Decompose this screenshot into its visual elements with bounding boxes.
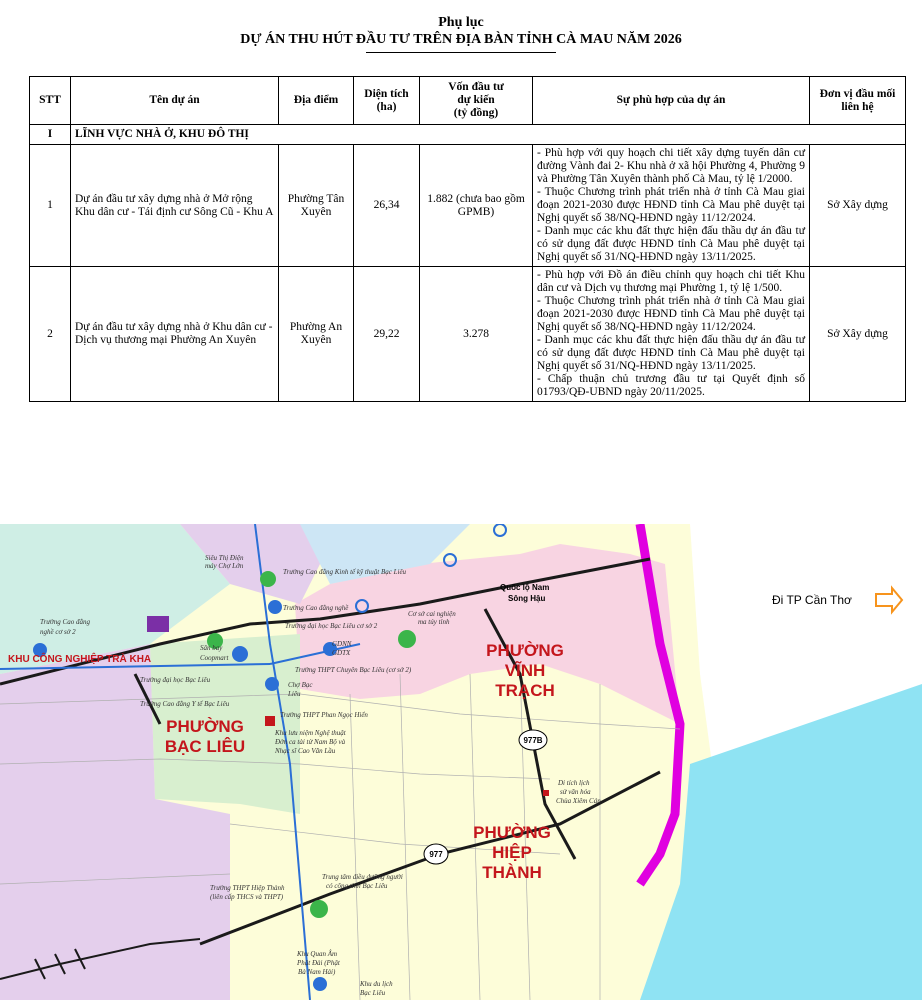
poi-label: Siêu Thị Điện [205, 554, 244, 562]
poi-label: Trường Cao đẳng Kinh tế kỹ thuật Bạc Liêu [283, 568, 407, 576]
row-fit [533, 267, 810, 402]
header-stt: STT [30, 77, 71, 125]
poi-label: GDNN [332, 640, 352, 648]
poi-label: Khu du lịch [360, 980, 393, 988]
school-icon [265, 677, 279, 691]
ward-label: PHƯỜNG [166, 717, 244, 736]
row-name: Dự án đầu tư xây dựng nhà ở Khu dân cư - Dịch vụ thương mại Phường An Xuyên [71, 267, 279, 402]
relic-icon [543, 790, 549, 796]
header-area-line2: (ha) [376, 100, 397, 113]
industrial-zone-label: KHU CÔNG NGHIỆP TRÀ KHA [8, 654, 152, 665]
poi-label: Trường đại học Bạc Liêu cơ sở 2 [285, 622, 378, 630]
ward-label: VĨNH [504, 661, 546, 680]
header-location: Địa điểm [279, 77, 354, 125]
poi-label: sử văn hóa [560, 788, 591, 796]
header-capital-line2: dự kiến [457, 94, 495, 106]
header-area [354, 77, 420, 125]
row-unit: Sở Xây dựng [810, 267, 906, 402]
poi-label: nghề cơ sở 2 [40, 628, 76, 636]
header-area-line1: Diện tích [364, 87, 409, 100]
row-location: Phường Tân Xuyên [279, 145, 354, 267]
poi-label: máy Chợ Lớn [205, 562, 244, 570]
title-underline [366, 52, 556, 53]
poi-label: Bà Nam Hải) [298, 968, 336, 976]
care-center-icon [310, 900, 328, 918]
poi-label: Cơ sở cai nghiện [408, 610, 456, 618]
fit-item: - Chấp thuận chủ trương đầu tư tại Quyết định số 01793/QĐ-UBND ngày 20/11/2025. [537, 373, 805, 398]
poi-label: (liên cấp THCS và THPT) [210, 893, 284, 901]
row-location: Phường An Xuyên [279, 267, 354, 402]
school-icon [260, 571, 276, 587]
planning-map [0, 524, 922, 1000]
row-fit [533, 145, 810, 267]
row-stt: 1 [30, 145, 71, 267]
ward-label: PHƯỜNG [473, 823, 551, 842]
direction-label: Đi TP Cần Thơ [772, 593, 852, 607]
header-capital-line3: (tỷ đồng) [453, 107, 499, 119]
ward-label: PHƯỜNG [486, 641, 564, 660]
header-unit-line2: liên hệ [841, 100, 874, 113]
road-label: Quốc lộ Nam [500, 583, 550, 592]
poi-label: Coopmart [200, 654, 229, 662]
fit-item: - Danh mục các khu đất thực hiện đấu thầu dự án đầu tư có sử dụng đất được HĐND tỉnh Cà Mau phê duyệt tại Nghị quyết số 31/NQ-HĐND ngày 13/11/2025. [537, 334, 805, 372]
pagoda-icon [313, 977, 327, 991]
poi-label: Trường THPT Phan Ngọc Hiển [280, 711, 368, 719]
poi-label: có công tỉnh Bạc Liêu [326, 882, 388, 890]
row-stt: 2 [30, 267, 71, 402]
poi-label: Trường Cao đẳng Y tế Bạc Liêu [140, 700, 230, 708]
ward-label: TRẠCH [495, 681, 555, 700]
fit-item: - Danh mục các khu đất thực hiện đấu thầu dự án đầu tư có sử dụng đất được HĐND tỉnh Cà Mau phê duyệt tại Nghị quyết số 31/NQ-HĐND ngày 13/11/2025. [537, 225, 805, 263]
poi-label: Trường THPT Hiệp Thành [210, 884, 285, 892]
road-label: Sông Hậu [508, 594, 546, 603]
header-unit [810, 77, 906, 125]
school-icon [232, 646, 248, 662]
row-unit: Sở Xây dựng [810, 145, 906, 267]
poi-label: Trường THPT Chuyên Bạc Liêu (cơ sở 2) [295, 666, 412, 674]
table-row [30, 267, 906, 402]
fit-item: - Phù hợp với Đồ án điều chỉnh quy hoạch chi tiết Khu dân cư và Dịch vụ thương mại Phường 1, tỷ lệ 1/500. [537, 269, 805, 294]
header-unit-line1: Đơn vị đầu mối [819, 87, 896, 100]
memorial-icon [265, 716, 275, 726]
projects-table [29, 76, 906, 402]
header-name: Tên dự án [71, 77, 279, 125]
appendix-title: Phụ lục [438, 15, 484, 30]
fit-item: - Thuộc Chương trình phát triển nhà ở tỉnh Cà Mau giai đoạn 2021-2030 được HĐND tỉnh Cà Mau phê duyệt tại Nghị quyết số 38/NQ-HĐND ngày 11/12/2024. [537, 186, 805, 224]
poi-label: ma túy tỉnh [418, 618, 450, 626]
header-capital [420, 77, 533, 125]
table-header-row [30, 77, 906, 125]
poi-label: Phật Đài (Phật [297, 959, 340, 967]
section-title: LĨNH VỰC NHÀ Ở, KHU ĐÔ THỊ [71, 125, 906, 145]
page-header [0, 14, 922, 53]
school-icon [268, 600, 282, 614]
section-stt: I [30, 125, 71, 145]
road-label: 977B [523, 736, 543, 745]
poi-label: Trường Cao đẳng [40, 618, 90, 626]
ward-label: BẠC LIÊU [164, 737, 246, 756]
row-capital: 3.278 [420, 267, 533, 402]
poi-label: Nhạc sĩ Cao Văn Lầu [275, 747, 336, 755]
poi-label: Đờn ca tài tử Nam Bộ và [275, 738, 346, 746]
fit-item: - Thuộc Chương trình phát triển nhà ở tỉnh Cà Mau giai đoạn 2021-2030 được HĐND tỉnh Cà Mau phê duyệt tại Nghị quyết số 38/NQ-HĐND ngày 11/12/2024. [537, 295, 805, 333]
table-row [30, 145, 906, 267]
poi-label: Khu Quan Âm [297, 950, 338, 958]
poi-label: Bạc Liêu [360, 989, 386, 997]
poi-label: Sân bay [200, 644, 223, 652]
header-fit: Sự phù hợp của dự án [533, 77, 810, 125]
poi-label: Chợ Bạc [288, 681, 313, 689]
section-row [30, 125, 906, 145]
poi-label: Trung tâm điều dưỡng người [322, 873, 403, 881]
row-area: 29,22 [354, 267, 420, 402]
row-capital: 1.882 (chưa bao gồm GPMB) [420, 145, 533, 267]
poi-label: Khu lưu niệm Nghệ thuật [275, 729, 346, 737]
ward-label: HIỆP [492, 843, 532, 862]
document-title: DỰ ÁN THU HÚT ĐẦU TƯ TRÊN ĐỊA BÀN TỈNH CÀ MAU NĂM 2026 [240, 32, 682, 47]
fit-item: - Phù hợp với quy hoạch chi tiết xây dựng tuyến dân cư đường Vành đai 2- Khu nhà ở xã hội Phường 4, Phường 9 và Phường Tân Xuyên thành phố Cà Mau, tỷ lệ 1/2000. [537, 147, 805, 185]
header-capital-line1: Vốn đầu tư [448, 81, 504, 93]
poi-label: Trường đại học Bạc Liêu [140, 676, 211, 684]
market-icon [147, 616, 169, 632]
road-label: 977 [429, 850, 443, 859]
row-area: 26,34 [354, 145, 420, 267]
poi-label: Di tích lịch [558, 779, 590, 787]
poi-label: GDTX [332, 649, 351, 657]
rehab-icon [398, 630, 416, 648]
ward-label: THÀNH [482, 863, 542, 882]
row-name: Dự án đầu tư xây dựng nhà ở Mở rộng Khu dân cư - Tái định cư Sông Cũ - Khu A [71, 145, 279, 267]
poi-label: Liêu [288, 690, 301, 698]
poi-label: Trường Cao đẳng nghề [283, 604, 349, 612]
poi-label: Chùa Xiêm Cán [556, 797, 601, 805]
